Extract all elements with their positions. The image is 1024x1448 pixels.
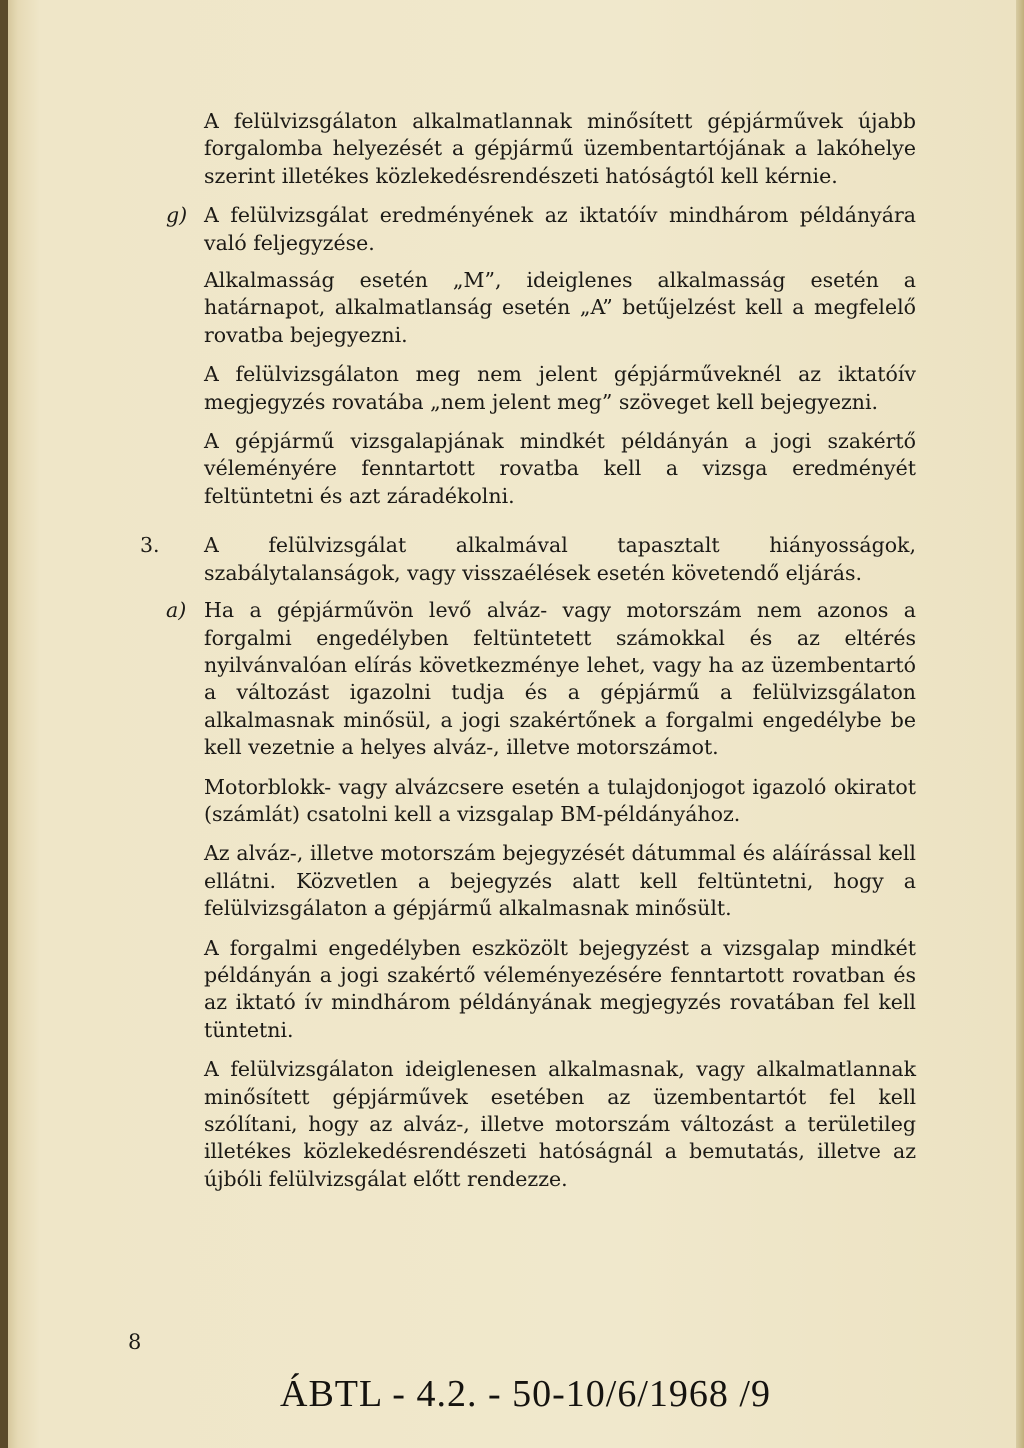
archive-stamp: ÁBTL - 4.2. - 50-10/6/1968 /9 (280, 1373, 771, 1415)
item-g-marker: g) (166, 203, 188, 228)
page-left-edge (0, 0, 8, 1448)
item-g (166, 202, 916, 257)
section-3-heading: A felülvizsgálat alkalmával tapasztalt hiányosságok, szabálytalanságok, vagy visszaélések esetén követendő eljárás. (204, 533, 916, 585)
page-right-edge (1016, 0, 1024, 1448)
section-3 (140, 532, 916, 587)
paragraph-signature: Az alváz-, illetve motorszám bejegyzését dátummal és aláírással kell ellátni. Közvetlen a bejegyzés alatt kell feltüntetni, hogy a felülvizsgálaton a gépjármű alkalmasnak minősült. (204, 841, 916, 921)
paragraph-not-appeared: A felülvizsgálaton meg nem jelent gépjárműveknél az iktatóív megjegyzés rovatába „nem jelent meg” szöveget kell bejegyezni. (204, 362, 916, 414)
paragraph-temporary-fit: A felülvizsgálaton ideiglenesen alkalmasnak, vagy alkalmatlannak minősített gépjárművek esetében az üzembentartót fel kell szólítani, hogy az alváz-, illetve motorszám változást a területileg illetékes közlekedésrendészeti hatóságnál a bemutatás, illetve az újbóli felülvizsgálat előtt rendezze. (204, 1057, 916, 1191)
page-number: 8 (128, 1330, 142, 1354)
item-a-text: Ha a gépjárművön levő alváz- vagy motorszám nem azonos a forgalmi engedélyben feltüntetett számokkal és az eltérés nyilvánvalóan elírás következménye lehet, vagy ha az üzembentartó a változást igazolni tudja és a gépjármű a felülvizsgálaton alkalmasnak minősül, a jogi szakértőnek a forgalmi engedélybe be kell vezetnie a helyes alváz-, illetve motorszámot. (204, 598, 916, 760)
item-a (166, 597, 916, 761)
item-a-marker: a) (166, 598, 187, 623)
paragraph-letter-codes: Alkalmasság esetén „M”, ideiglenes alkalmasság esetén a határnapot, alkalmatlanság esetén „A” betűjelzést kell a megfelelő rovatba bejegyezni. (204, 268, 916, 347)
paragraph-expert-opinion: A gépjármű vizsgalapjának mindkét példányán a jogi szakértő véleményére fenntartott rovatba kell a vizsga eredményét feltüntetni és azt záradékolni. (204, 429, 916, 508)
paragraph-unfit-vehicles: A felülvizsgálaton alkalmatlannak minősített gépjárművek újabb forgalomba helyezését a gépjármű üzembentartójának a lakóhelye szerint illetékes közlekedésrendészeti hatóságtól kell kérnie. (204, 109, 916, 188)
body-text (140, 108, 916, 1205)
paragraph-engine-block: Motorblokk- vagy alvázcsere esetén a tulajdonjogot igazoló okiratot (számlát) csatolni kell a vizsgalap BM-példányához. (204, 774, 916, 826)
paragraph-registration-entry: A forgalmi engedélyben eszközölt bejegyzést a vizsgalap mindkét példányán a jogi szakértő véleményezésére fenntartott rovatban és az iktató ív mindhárom példányának megjegyzés rovatában fel kell tüntetni. (204, 935, 916, 1042)
item-g-text: A felülvizsgálat eredményének az iktatóív mindhárom példányára való feljegyzése. (204, 203, 916, 255)
section-3-marker: 3. (140, 533, 160, 558)
